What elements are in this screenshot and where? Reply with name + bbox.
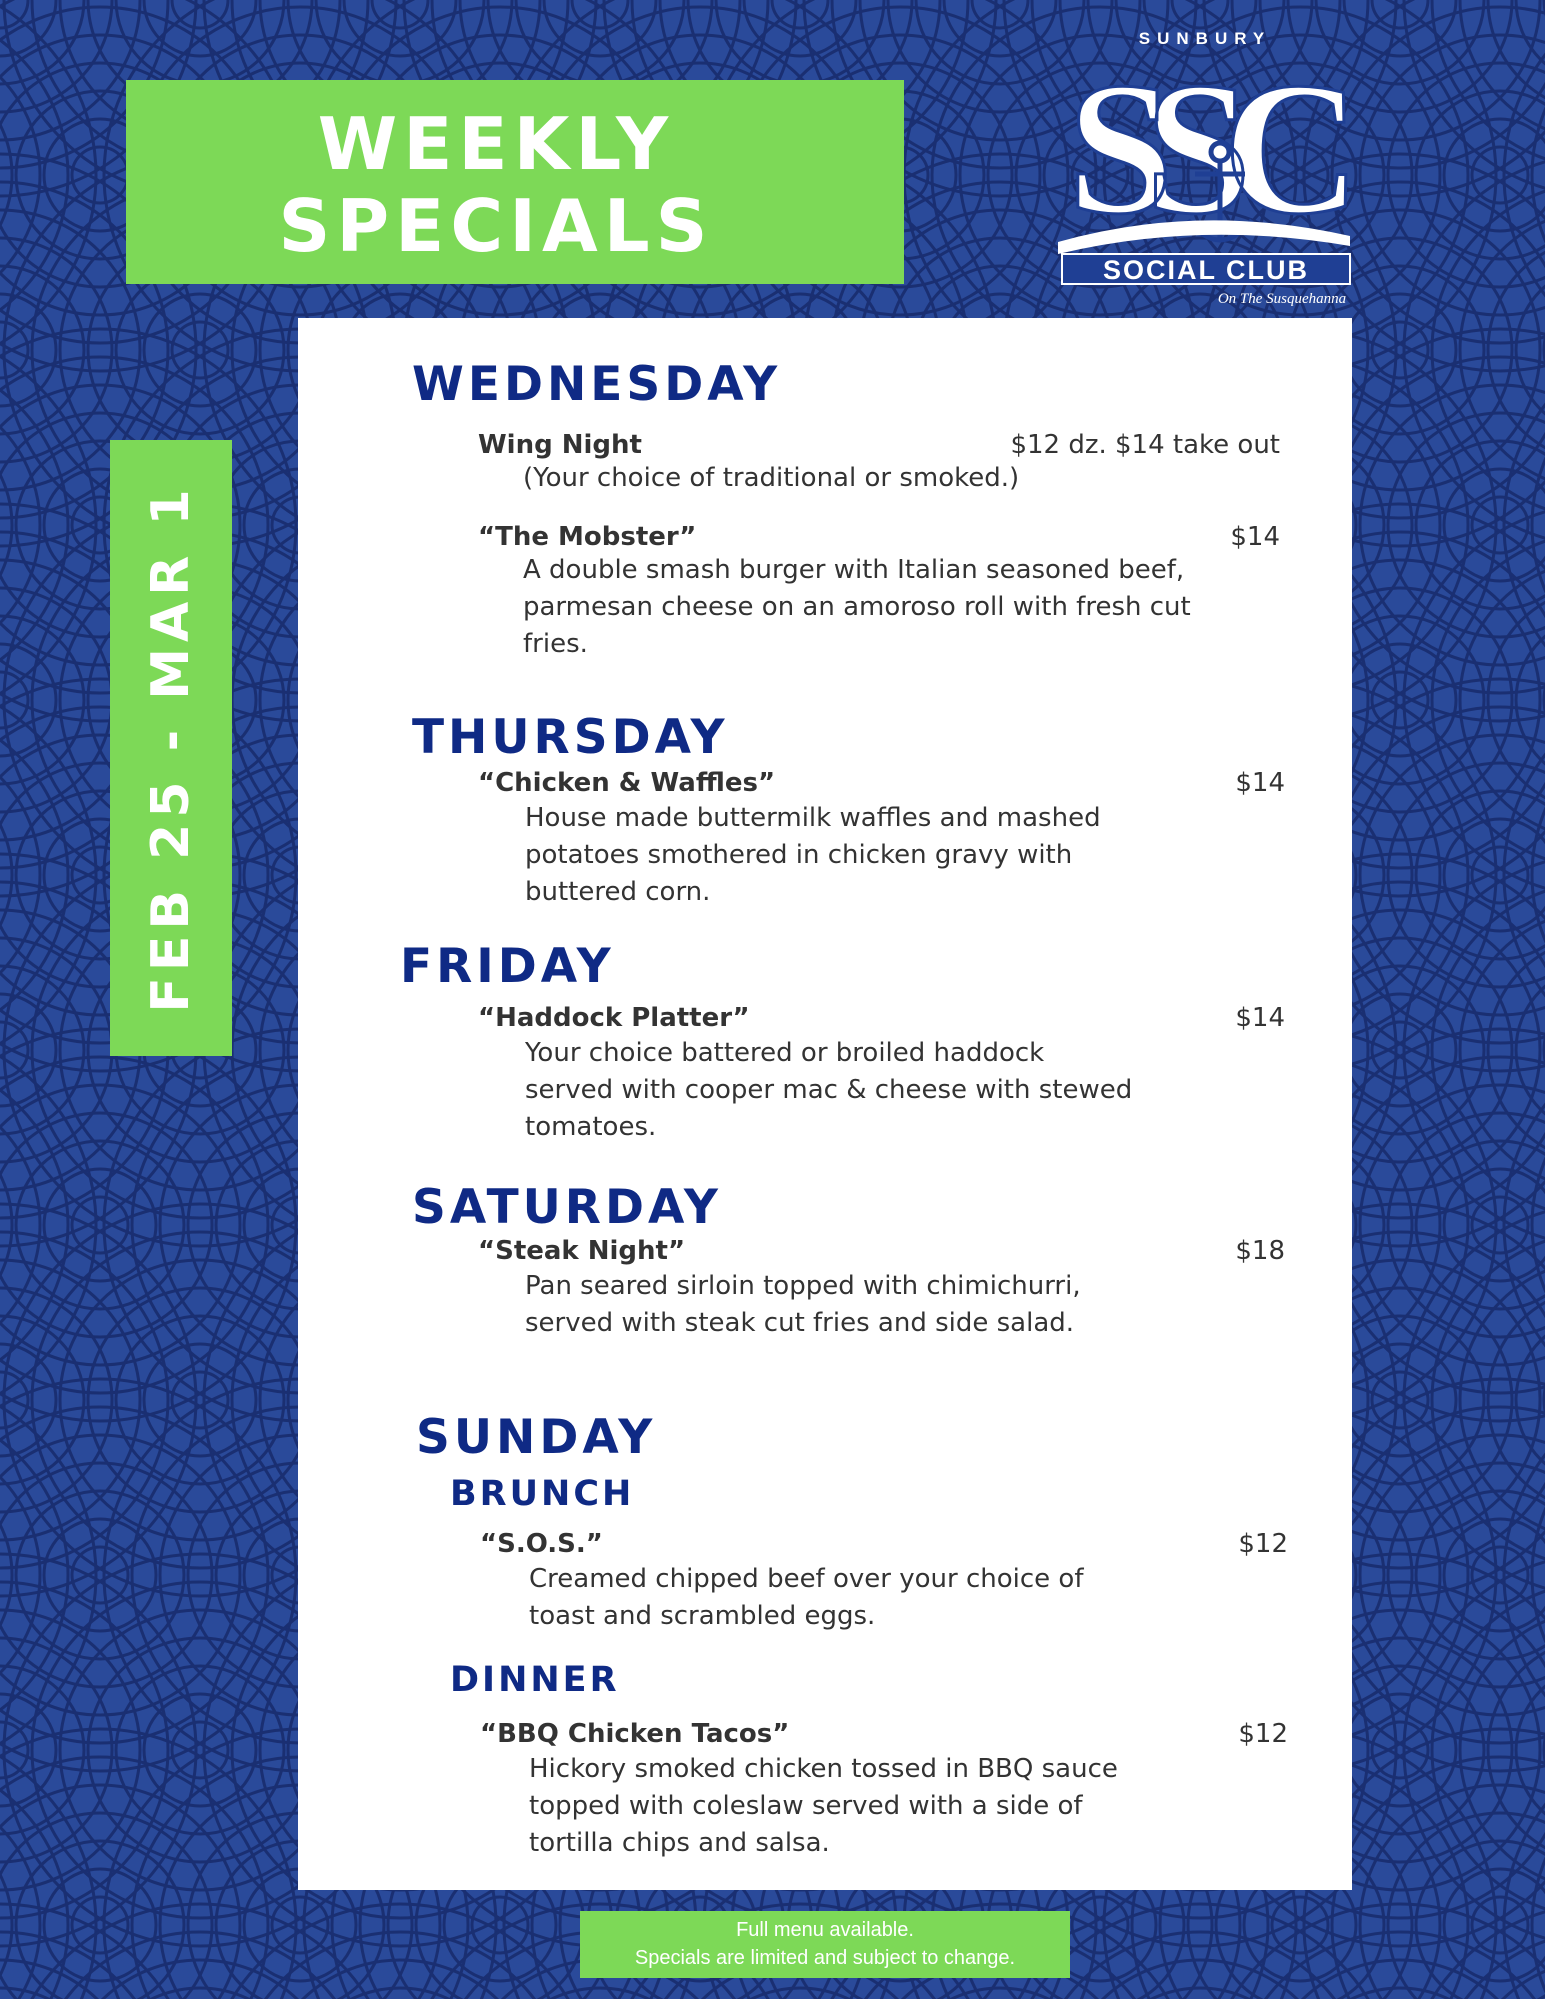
circle-motif	[0, 329, 96, 721]
item-name: “BBQ Chicken Tacos”	[480, 1719, 790, 1749]
day-heading-wednesday: WEDNESDAY	[412, 357, 782, 412]
item-description: Your choice battered or broiled haddock served with cooper mac & cheese with stewed tomatoes.	[525, 1038, 1133, 1142]
circle-motif	[0, 679, 96, 1071]
day-heading-friday: FRIDAY	[400, 939, 615, 994]
day-heading-sunday: SUNDAY	[416, 1410, 657, 1465]
circle-motif	[0, 1379, 96, 1771]
footer-note	[580, 1911, 1070, 1978]
logo-monogram: SSC	[1067, 44, 1333, 254]
item-price: $12	[1238, 1529, 1288, 1559]
logo-tagline: On The Susquehanna	[1217, 291, 1347, 307]
day-heading-thursday: THURSDAY	[412, 710, 729, 765]
menu-card	[298, 318, 1352, 1890]
item-name: “The Mobster”	[478, 522, 697, 552]
circle-motif	[0, 1379, 296, 1771]
item-name: “Chicken & Waffles”	[478, 768, 776, 798]
footer-line-2: Specials are limited and subject to change.	[634, 1947, 1016, 1969]
item-description: A double smash burger with Italian seasoned beef, parmesan cheese on an amoroso roll with fresh cut fries.	[523, 555, 1191, 659]
circle-motif	[0, 1029, 296, 1421]
dinner-subheading: DINNER	[450, 1660, 620, 1700]
date-range-banner	[110, 440, 232, 1056]
title-line-2: SPECIALS	[278, 184, 714, 268]
item-price: $14	[1235, 1003, 1285, 1033]
circle-motif	[0, 1029, 96, 1421]
brunch-subheading: BRUNCH	[450, 1474, 635, 1514]
title-line-1: WEEKLY	[317, 102, 675, 186]
item-description: Pan seared sirloin topped with chimichurri, served with steak cut fries and side salad.	[525, 1271, 1081, 1338]
item-name: Wing Night	[478, 430, 642, 460]
day-heading-saturday: SATURDAY	[412, 1180, 722, 1235]
logo-top-text: SUNBURY	[1138, 29, 1272, 48]
item-price: $18	[1235, 1236, 1285, 1266]
item-price: $14	[1230, 522, 1280, 552]
item-description: Hickory smoked chicken tossed in BBQ sauce topped with coleslaw served with a side of tortilla chips and salsa.	[529, 1754, 1118, 1858]
item-name: “S.O.S.”	[480, 1529, 603, 1559]
logo-name: SOCIAL CLUB	[1102, 255, 1310, 285]
item-price: $12	[1238, 1719, 1288, 1749]
item-name: “Steak Night”	[478, 1236, 686, 1266]
item-name: “Haddock Platter”	[478, 1003, 750, 1033]
club-logo	[1050, 24, 1360, 309]
footer-line-1: Full menu available.	[736, 1919, 914, 1941]
item-description: Creamed chipped beef over your choice of toast and scrambled eggs.	[529, 1564, 1084, 1631]
item-price: $14	[1235, 768, 1285, 798]
weekly-specials-banner	[126, 80, 904, 284]
item-description: (Your choice of traditional or smoked.)	[523, 463, 1020, 493]
date-range: FEB 25 - MAR 1	[141, 483, 201, 1013]
item-price: $12 dz. $14 take out	[1010, 430, 1280, 460]
item-description: House made buttermilk waffles and mashed potatoes smothered in chicken gravy with buttered corn.	[525, 803, 1101, 907]
